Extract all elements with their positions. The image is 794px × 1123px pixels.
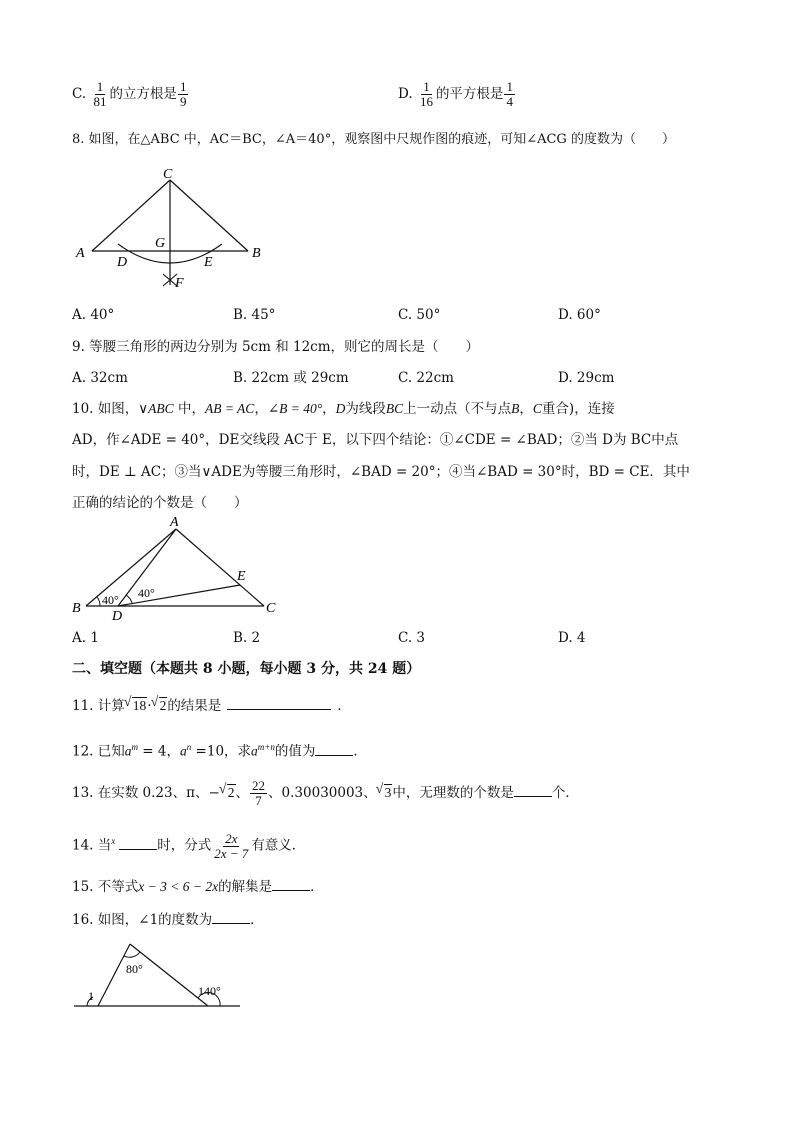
answer-blank — [272, 878, 310, 891]
text: ． — [250, 912, 264, 928]
exponent: n — [186, 742, 192, 752]
label-c: C — [163, 167, 173, 182]
text: 中，无理数的个数是 — [392, 785, 514, 801]
text: 13. 在实数 0.23、π、− — [72, 785, 220, 801]
angle-d-label: 40° — [138, 586, 155, 600]
label-e: E — [204, 255, 213, 270]
label-a: A — [170, 515, 179, 530]
answer-blank — [119, 837, 157, 850]
text: ． — [310, 879, 324, 895]
answer-blank — [315, 743, 353, 756]
q9-option-d: D. 29cm — [558, 370, 615, 386]
answer-blank — [514, 784, 552, 797]
text: ． — [353, 743, 367, 760]
angle-d-arc — [126, 595, 132, 603]
radicand: √ 3 — [384, 784, 393, 800]
text: · — [147, 698, 152, 714]
denominator: 16 — [419, 94, 433, 109]
numerator: 1 — [179, 79, 187, 94]
text: 、0.30030003、 — [268, 785, 377, 801]
math: C — [532, 401, 542, 416]
exponent: m — [131, 742, 139, 752]
denominator: 9 — [179, 94, 187, 109]
label-g: G — [155, 236, 166, 251]
label-d: D — [112, 609, 123, 624]
numerator: 1 — [423, 79, 430, 94]
q13-text — [72, 779, 579, 808]
numerator: 22 — [252, 778, 266, 793]
angle-b-arc — [97, 597, 100, 606]
option-text: 的平方根是 — [435, 86, 504, 102]
q8-figure — [70, 160, 270, 295]
text: 时，分式 — [157, 837, 212, 854]
text: 10. 如图， — [72, 401, 139, 417]
fraction — [212, 832, 250, 861]
text: ． — [337, 698, 351, 714]
math: B — [511, 401, 520, 416]
q14-text — [72, 831, 305, 861]
math: AB = AC — [204, 401, 255, 416]
q9-option-a: A. 32cm — [72, 370, 128, 386]
label-140: 140° — [198, 984, 221, 998]
text: ， — [322, 401, 336, 417]
numerator: 2x — [225, 830, 238, 846]
math: a — [180, 743, 187, 759]
text: 12. 已知 — [72, 743, 125, 760]
radicand: √ 18 — [132, 697, 148, 713]
fraction — [91, 80, 108, 109]
math: x − 3 < 6 − 2x — [138, 879, 219, 894]
text: 、 — [235, 785, 250, 801]
text: 14. 当 — [72, 837, 112, 854]
q9-text: 9. 等腰三角形的两边分别为 5cm 和 12cm，则它的周长是（ ） — [72, 339, 480, 355]
text: 15. 不等式 — [72, 879, 139, 895]
denominator: 81 — [93, 94, 107, 109]
line-de — [118, 585, 240, 606]
q10-line3: 时，DE ⊥ AC；③当∨ADE为等腰三角形时，∠BAD = 20°；④当∠BAD = 30°时，BD = CE．其中 — [72, 464, 690, 480]
math: D — [335, 401, 346, 416]
math: BC — [385, 401, 404, 416]
math: a — [124, 743, 132, 759]
angle-80-arc — [124, 952, 140, 957]
math: ∨ABC — [138, 401, 174, 416]
fraction — [178, 80, 189, 109]
q15-text — [72, 877, 324, 897]
q16-text — [72, 910, 264, 930]
math: ∠B = 40° — [267, 401, 323, 416]
angle-b-label: 40° — [102, 593, 119, 607]
text: 16. 如图，∠1的度数为 — [72, 912, 213, 928]
label-e: E — [237, 569, 246, 584]
numerator: 1 — [96, 79, 104, 94]
denominator: 7 — [255, 793, 262, 808]
label-c: C — [266, 601, 276, 616]
label-1: 1 — [88, 989, 94, 1003]
q8-option-d: D. 60° — [558, 307, 601, 323]
q9-option-b: B. 22cm 或 29cm — [233, 370, 349, 386]
fraction — [418, 80, 435, 109]
q8-option-a: A. 40° — [72, 307, 115, 323]
text: 有意义． — [251, 837, 306, 854]
q10-line1 — [72, 399, 615, 419]
text: 的值为 — [274, 743, 316, 760]
q16-figure — [70, 938, 245, 1013]
q8-option-c: C. 50° — [398, 307, 441, 323]
text: 的结果是 — [167, 698, 222, 714]
label-d: D — [117, 255, 128, 270]
text: 为线段 — [345, 401, 386, 417]
option-label: D. — [398, 86, 413, 102]
q12-text — [72, 737, 367, 762]
q8-text: 8. 如图，在△ABC 中，AC＝BC，∠A＝40°，观察图中尺规作图的痕迹，可知∠ACG 的度数为（ ） — [72, 132, 675, 147]
denominator: 2x − 7 — [214, 845, 249, 861]
q10-figure — [70, 514, 290, 624]
exponent: m+n — [257, 742, 275, 752]
text: 中， — [173, 401, 205, 417]
answer-blank — [227, 697, 331, 710]
denominator: 4 — [506, 94, 513, 109]
text: 上一动点（不与点 — [403, 401, 512, 417]
label-f: F — [175, 276, 184, 291]
q10-option-a: A. 1 — [72, 630, 99, 646]
q10-line2: AD，作∠ADE = 40°，DE交线段 AC于 E，以下四个结论：①∠CDE = ∠BAD；②当 D为 BC中点 — [72, 432, 679, 448]
q7-option-d — [398, 80, 516, 109]
fraction — [250, 779, 267, 808]
label-b: B — [252, 246, 261, 261]
q7-option-c — [72, 80, 189, 109]
answer-blank — [212, 911, 250, 924]
radicand: √ 2 — [227, 784, 236, 800]
text: =10，求 — [191, 743, 252, 760]
fraction — [504, 80, 515, 109]
q10-option-b: B. 2 — [233, 630, 261, 646]
option-text: 的立方根是 — [109, 86, 177, 102]
line-ac — [176, 529, 264, 606]
q11-text — [72, 696, 351, 716]
text: ， — [519, 401, 533, 417]
line-ab — [86, 529, 176, 606]
label-b: B — [72, 601, 81, 616]
q10-line4: 正确的结论的个数是（ ） — [72, 495, 248, 511]
math: a — [251, 743, 258, 759]
label-80: 80° — [126, 962, 143, 976]
q9-option-c: C. 22cm — [398, 370, 454, 386]
q10-option-d: D. 4 — [558, 630, 586, 646]
section-title: 二、填空题（本题共 8 小题，每小题 3 分，共 24 题） — [72, 661, 421, 677]
q10-option-c: C. 3 — [398, 630, 426, 646]
radicand: √ 2 — [159, 697, 168, 713]
text: = 4， — [138, 743, 180, 760]
label-a: A — [76, 246, 85, 261]
q8-option-b: B. 45° — [233, 307, 276, 323]
math: x — [111, 836, 116, 846]
text: 11. 计算 — [72, 698, 125, 714]
text: ， — [254, 401, 268, 417]
text: 重合)，连接 — [541, 401, 615, 417]
text: 的解集是 — [218, 879, 273, 895]
option-label: C. — [72, 86, 87, 102]
numerator: 1 — [506, 79, 513, 94]
line-bc — [170, 180, 248, 251]
text: 个． — [551, 785, 579, 801]
